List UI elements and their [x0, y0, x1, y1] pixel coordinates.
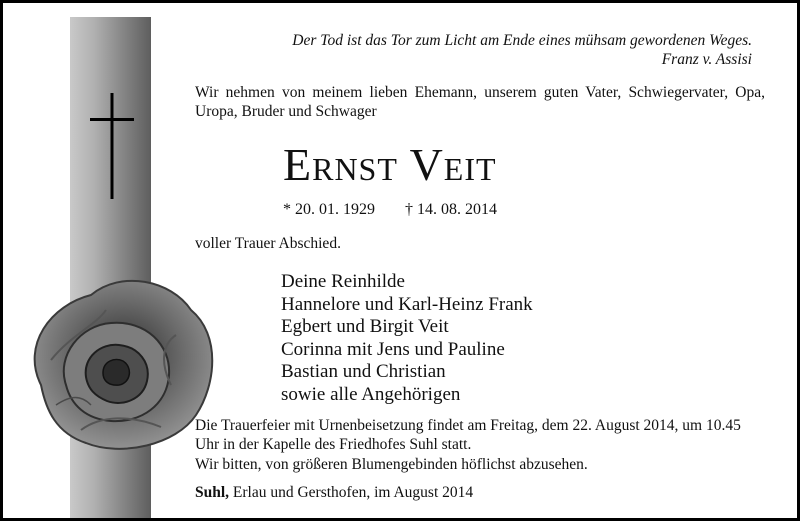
intro-text: Wir nehmen von meinem lieben Ehemann, unserem guten Vater, Schwiegervater, Opa, Uropa, Bruder und Schwager	[195, 84, 765, 120]
place-rest: Erlau und Gersthofen, im August 2014	[229, 484, 474, 501]
mourner-line: sowie alle Angehörigen	[281, 383, 461, 405]
quote	[292, 31, 752, 69]
mourners-list	[281, 271, 533, 406]
rose-image	[11, 265, 223, 455]
mourner-line: Corinna mit Jens und Pauline	[281, 338, 505, 360]
ceremony-info: Die Trauerfeier mit Urnenbeisetzung findet am Freitag, dem 22. August 2014, um 10.45 Uhr in der Kapelle des Friedhofes Suhl statt.	[195, 417, 741, 453]
mourner-line: Bastian und Christian	[281, 361, 446, 382]
quote-text: Der Tod ist das Tor zum Licht am Ende eines mühsam gewordenen Weges.	[292, 32, 752, 49]
cross-icon	[90, 93, 134, 199]
life-dates	[283, 201, 497, 219]
mourner-line: Egbert und Birgit Veit	[281, 316, 449, 337]
birth-date: * 20. 01. 1929	[283, 201, 375, 218]
farewell-text: voller Trauer Abschied.	[195, 235, 341, 252]
mourner-line: Deine Reinhilde	[281, 271, 405, 292]
death-date: † 14. 08. 2014	[405, 201, 497, 218]
place-city: Suhl,	[195, 484, 230, 501]
mourner-line: Hannelore und Karl-Heinz Frank	[281, 293, 533, 315]
flower-request: Wir bitten, von größeren Blumengebinden höflichst abzusehen.	[195, 456, 588, 473]
place-and-date	[195, 484, 473, 502]
deceased-name: Ernst Veit	[283, 139, 497, 190]
quote-author: Franz v. Assisi	[661, 51, 752, 68]
